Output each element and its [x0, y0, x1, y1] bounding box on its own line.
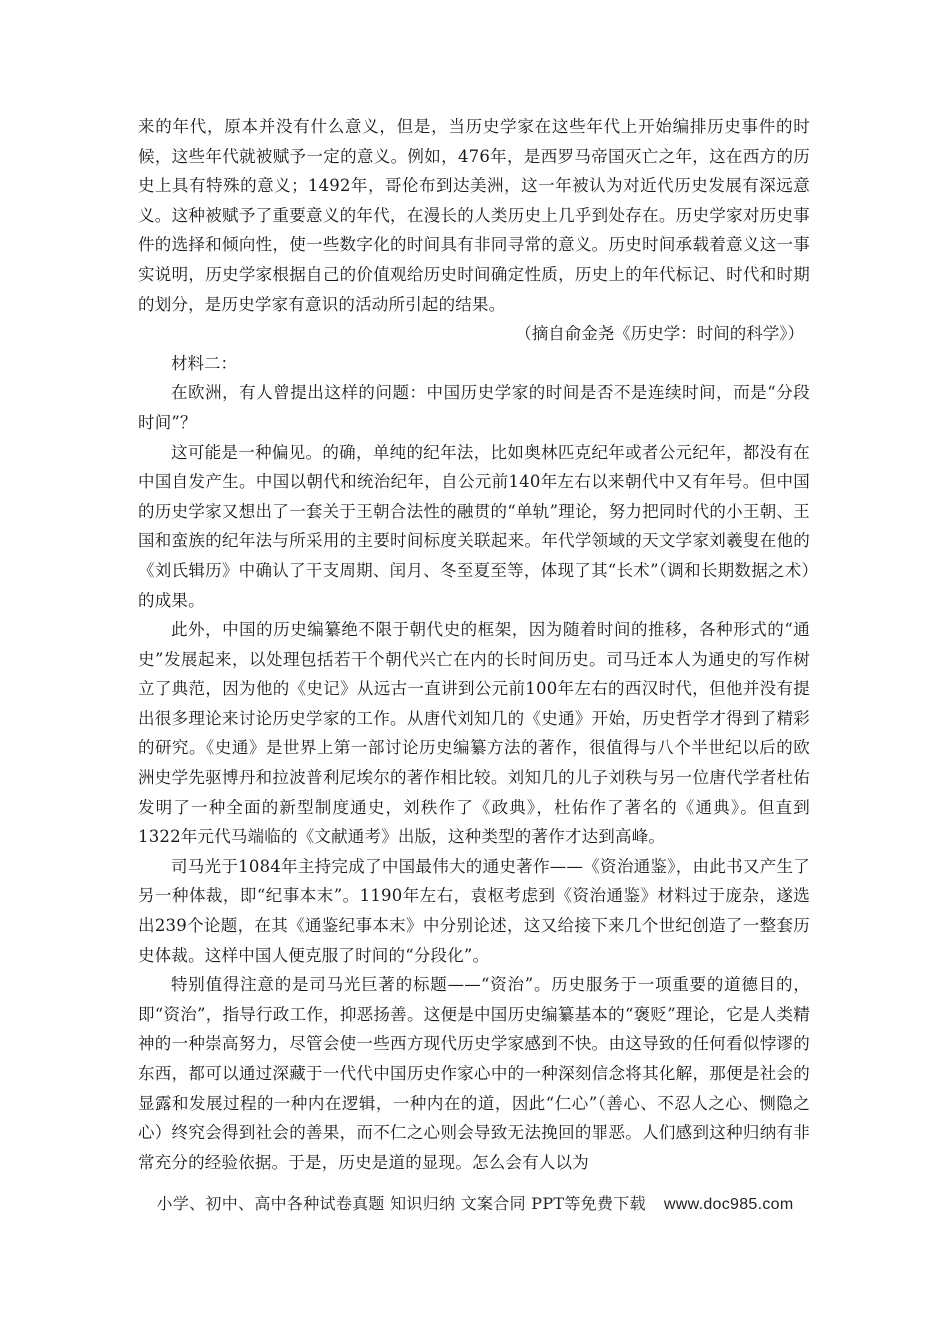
material2-paragraph-4: 司马光于1084年主持完成了中国最伟大的通史著作——《资治通鉴》，由此书又产生了另一种体裁，即“纪事本末”。1190年左右，袁枢考虑到《资治通鉴》材料过于庞杂，遂选出239个论题，在其《通鉴纪事本末》中分别论述，这又给接下来几个世纪创造了一整套历史体裁。这样中国人便克服了时间的“分段化”。 [138, 856, 810, 965]
material2-paragraph-3: 此外，中国的历史编纂绝不限于朝代史的框架，因为随着时间的推移，各种形式的“通史”发展起来，以处理包括若干个朝代兴亡在内的长时间历史。司马迁本人为通史的写作树立了典范，因为他的《史记》从远古一直讲到公元前100年左右的西汉时代，但他并没有提出很多理论来讨论历史学家的工作。从唐代刘知几的《史通》开始，历史哲学才得到了精彩的研究。《史通》是世界上第一部讨论历史编纂方法的著作，很值得与八个半世纪以后的欧洲史学先驱博丹和拉波普利尼埃尔的著作相比较。刘知几的儿子刘秩与另一位唐代学者杜佑发明了一种全面的新型制度通史，刘秩作了《政典》，杜佑作了著名的《通典》。但直到1322年元代马端临的《文献通考》出版，这种类型的著作才达到高峰。 [138, 620, 810, 847]
material2-paragraph-5: 特别值得注意的是司马光巨著的标题——“资治”。历史服务于一项重要的道德目的，即“资治”，指导行政工作，抑恶扬善。这便是中国历史编纂基本的“褒贬”理论，它是人类精神的一种崇高努力，尽管会使一些西方现代历史学家感到不快。由这导致的任何看似悖谬的东西，都可以通过深藏于一代代中国历史作家心中的一种深刻信念将其化解，那便是社会的显露和发展过程的一种内在逻辑，一种内在的道，因此“仁心”（善心、不忍人之心、恻隐之心）终究会得到社会的善果，而不仁之心则会导致无法挽回的罪恶。人们感到这种归纳有非常充分的经验依据。于是，历史是道的显现。怎么会有人以为 [138, 975, 810, 1172]
material1-paragraph: 来的年代，原本并没有什么意义，但是，当历史学家在这些年代上开始编排历史事件的时候，这些年代就被赋予一定的意义。例如，476年，是西罗马帝国灭亡之年，这在西方的历史上具有特殊的意义；1492年，哥伦布到达美洲，这一年被认为对近代历史发展有深远意义。这种被赋予了重要意义的年代，在漫长的人类历史上几乎到处存在。历史学家对历史事件的选择和倾向性，使一些数字化的时间具有非同寻常的意义。历史时间承载着意义这一事实说明，历史学家根据自己的价值观给历史时间确定性质，历史上的年代标记、时代和时期的划分，是历史学家有意识的活动所引起的结果。 [138, 117, 810, 314]
page-footer [0, 1191, 950, 1214]
material2-heading: 材料二： [171, 353, 237, 373]
material2-paragraph-1: 在欧洲，有人曾提出这样的问题：中国历史学家的时间是否不是连续时间，而是“分段时间”？ [138, 383, 810, 432]
material1-source: （摘自俞金尧《历史学：时间的科学》） [515, 324, 804, 344]
material2-paragraph-2: 这可能是一种偏见。的确，单纯的纪年法，比如奥林匹克纪年或者公元纪年，都没有在中国自发产生。中国以朝代和统治纪年，自公元前140年左右以来朝代中又有年号。但中国的历史学家又想出了一套关于王朝合法性的融贯的“单轨”理论，努力把同时代的小王朝、王国和蛮族的纪年法与所采用的主要时间标度关联起来。年代学领域的天文学家刘羲叟在他的《刘氏辑历》中确认了干支周期、闰月、冬至夏至等，体现了其“长术”（调和长期数据之术）的成果。 [138, 442, 810, 610]
footer-site-link[interactable]: www.doc985.com [663, 1196, 794, 1213]
document-body [138, 112, 810, 1177]
footer-text: 小学、初中、高中各种试卷真题 知识归纳 文案合同 PPT等免费下载 [156, 1194, 646, 1213]
